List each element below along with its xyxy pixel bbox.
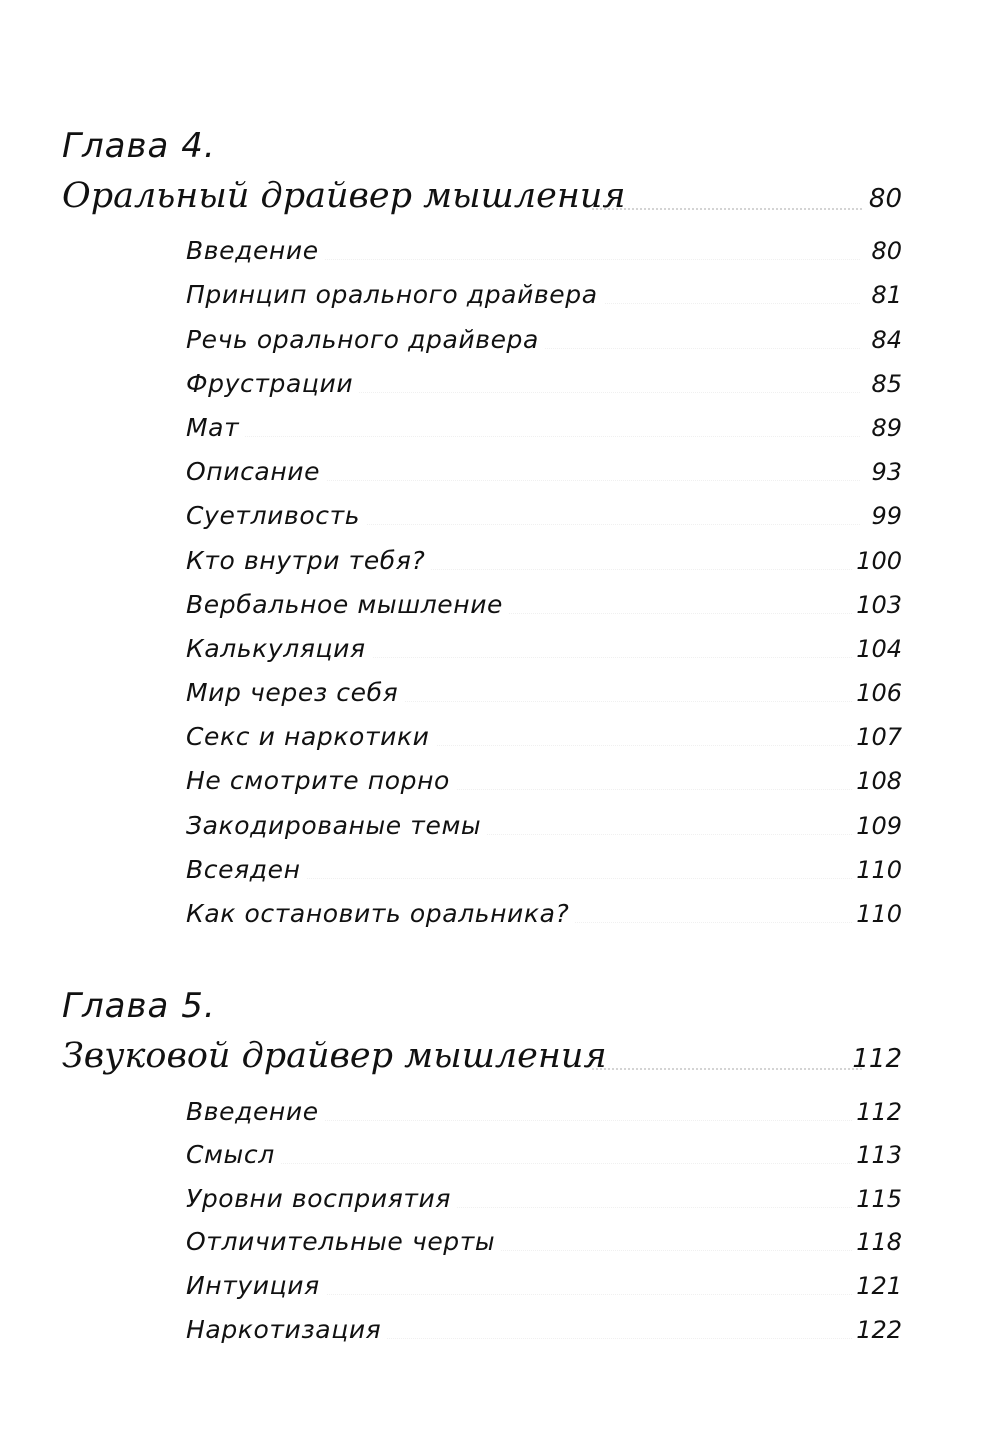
toc-entry[interactable] xyxy=(186,1308,902,1352)
toc-entry-title: Не смотрите порно xyxy=(186,766,456,795)
toc-entry-title: Уровни восприятия xyxy=(186,1184,457,1213)
toc-entry-page: 99 xyxy=(867,502,902,530)
chapter-5-title: Звуковой драйвер мышления xyxy=(62,1036,607,1076)
toc-entry[interactable] xyxy=(186,715,902,759)
toc-entry-title: Принцип орального драйвера xyxy=(186,280,604,309)
toc-entry-title: Вербальное мышление xyxy=(186,590,509,619)
toc-entry-page: 110 xyxy=(852,900,902,928)
toc-entry[interactable] xyxy=(186,317,902,361)
toc-entry[interactable] xyxy=(186,759,902,803)
chapter-5-heading[interactable] xyxy=(62,1036,902,1080)
chapter-4-title: Оральный драйвер мышления xyxy=(62,176,626,216)
toc-entry-title: Суетливость xyxy=(186,501,366,530)
leader-dots xyxy=(592,208,862,210)
toc-entry[interactable] xyxy=(186,450,902,494)
toc-entry-page: 104 xyxy=(852,635,902,663)
toc-entry-title: Калькуляция xyxy=(186,634,372,663)
toc-entry-page: 122 xyxy=(852,1316,902,1344)
toc-entry[interactable] xyxy=(186,273,902,317)
chapter-4-page: 80 xyxy=(868,184,902,214)
toc-entry[interactable] xyxy=(186,892,902,936)
toc-entry[interactable] xyxy=(186,627,902,671)
toc-entry-title: Закодированые темы xyxy=(186,811,487,840)
toc-entry-title: Фрустрации xyxy=(186,369,359,398)
toc-entry-page: 103 xyxy=(852,591,902,619)
chapter-4-label: Глава 4. xyxy=(62,126,216,166)
toc-entry[interactable] xyxy=(186,1264,902,1308)
toc-entry-page: 107 xyxy=(852,723,902,751)
toc-entry[interactable] xyxy=(186,848,902,892)
toc-entry-title: Кто внутри тебя? xyxy=(186,546,431,575)
toc-entry[interactable] xyxy=(186,1090,902,1134)
leader-dots xyxy=(186,1163,860,1164)
toc-entry[interactable] xyxy=(186,362,902,406)
toc-entry-title: Смысл xyxy=(186,1140,281,1169)
toc-entry-page: 85 xyxy=(867,370,902,398)
toc-entry-page: 93 xyxy=(867,458,902,486)
toc-entry-title: Мир через себя xyxy=(186,678,404,707)
chapter-4-entries xyxy=(186,229,902,936)
toc-entry[interactable] xyxy=(186,1177,902,1221)
toc-entry-page: 115 xyxy=(852,1185,902,1213)
toc-entry-page: 80 xyxy=(867,237,902,265)
toc-entry[interactable] xyxy=(186,494,902,538)
toc-entry-page: 108 xyxy=(852,767,902,795)
toc-entry[interactable] xyxy=(186,803,902,847)
toc-entry-page: 118 xyxy=(852,1228,902,1256)
leader-dots xyxy=(186,436,860,437)
toc-entry-page: 84 xyxy=(867,326,902,354)
chapter-4-heading[interactable] xyxy=(62,176,902,220)
toc-entry[interactable] xyxy=(186,1221,902,1265)
toc-entry-title: Секс и наркотики xyxy=(186,722,436,751)
toc-entry-title: Мат xyxy=(186,413,245,442)
toc-entry-title: Как остановить оральника? xyxy=(186,899,575,928)
toc-entry-page: 112 xyxy=(852,1098,902,1126)
toc-entry[interactable] xyxy=(186,671,902,715)
toc-entry-page: 106 xyxy=(852,679,902,707)
toc-entry-title: Наркотизация xyxy=(186,1315,387,1344)
chapter-5-entries xyxy=(186,1090,902,1352)
toc-entry-page: 113 xyxy=(852,1141,902,1169)
toc-entry-title: Введение xyxy=(186,1097,325,1126)
toc-entry-title: Всеяден xyxy=(186,855,307,884)
toc-entry[interactable] xyxy=(186,406,902,450)
toc-entry-title: Речь орального драйвера xyxy=(186,325,545,354)
toc-entry-title: Интуиция xyxy=(186,1271,326,1300)
chapter-5-page: 112 xyxy=(852,1044,902,1074)
toc-entry-title: Отличительные черты xyxy=(186,1227,501,1256)
chapter-5-label: Глава 5. xyxy=(62,986,216,1026)
toc-entry-page: 109 xyxy=(852,812,902,840)
toc-entry-page: 100 xyxy=(852,547,902,575)
toc-entry-page: 89 xyxy=(867,414,902,442)
toc-entry[interactable] xyxy=(186,538,902,582)
toc-entry-page: 121 xyxy=(852,1272,902,1300)
toc-entry-title: Введение xyxy=(186,236,325,265)
toc-entry[interactable] xyxy=(186,1134,902,1178)
toc-entry-title: Описание xyxy=(186,457,326,486)
toc-entry-page: 110 xyxy=(852,856,902,884)
leader-dots xyxy=(592,1068,862,1070)
toc-entry[interactable] xyxy=(186,583,902,627)
toc-entry-page: 81 xyxy=(867,281,902,309)
toc-entry[interactable] xyxy=(186,229,902,273)
